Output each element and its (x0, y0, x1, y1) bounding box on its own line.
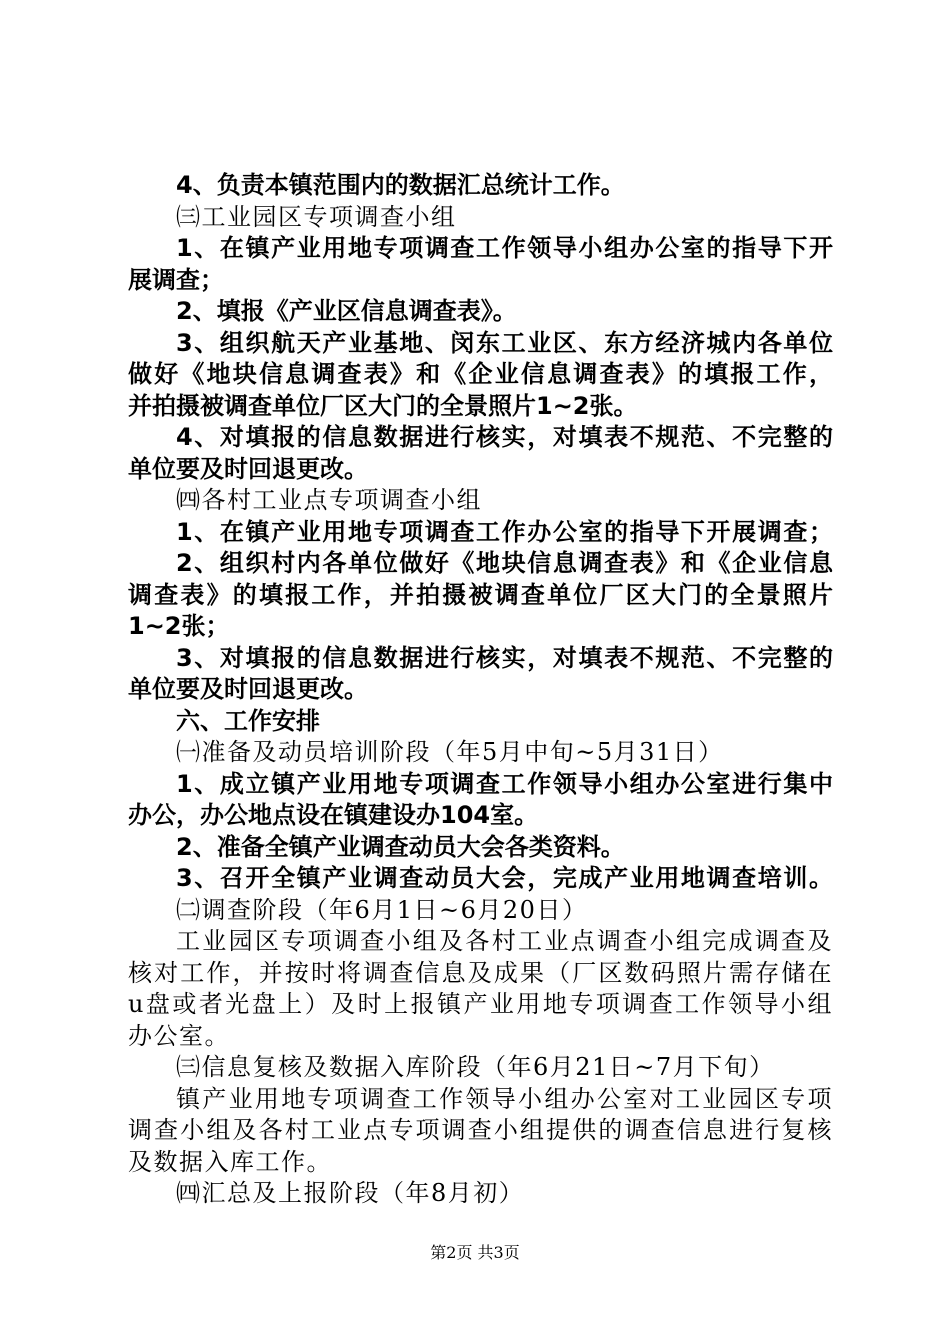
text-line: 1、在镇产业用地专项调查工作领导小组办公室的指导下开 (176, 234, 833, 262)
text-line: 2、组织村内各单位做好《地块信息调查表》和《企业信息 (176, 549, 833, 577)
section-heading: ㈣汇总及上报阶段（年8月初） (176, 1179, 525, 1207)
text-line: u盘或者光盘上）及时上报镇产业用地专项调查工作领导小组 (128, 990, 833, 1018)
text-line: 1、在镇产业用地专项调查工作办公室的指导下开展调查； (176, 517, 833, 546)
text-line: 及数据入库工作。 (128, 1147, 332, 1176)
text-line: 展调查； (128, 265, 224, 294)
text-line: 4、负责本镇范围内的数据汇总统计工作。 (176, 171, 625, 199)
text-line: 镇产业用地专项调查工作领导小组办公室对工业园区专项 (176, 1084, 833, 1113)
text-line: 2、填报《产业区信息调查表》。 (176, 297, 517, 325)
text-line: 核对工作，并按时将调查信息及成果（厂区数码照片需存储在 (128, 958, 833, 987)
text-line: 单位要及时回退更改。 (128, 675, 368, 703)
chapter-heading: 六、工作安排 (176, 706, 320, 735)
text-line: 3、召开全镇产业调查动员大会，完成产业用地调查培训。 (176, 864, 833, 892)
section-heading: ㈠准备及动员培训阶段（年5月中旬~5月31日） (176, 738, 724, 766)
text-line: 做好《地块信息调查表》和《企业信息调查表》的填报工作， (128, 360, 833, 388)
text-line: 4、对填报的信息数据进行核实，对填表不规范、不完整的 (176, 423, 833, 451)
text-line: 1、成立镇产业用地专项调查工作领导小组办公室进行集中 (176, 769, 833, 798)
section-heading: ㈢信息复核及数据入库阶段（年6月21日~7月下旬） (176, 1053, 775, 1081)
text-line: 并拍摄被调查单位厂区大门的全景照片1~2张。 (128, 391, 638, 420)
text-line: 3、对填报的信息数据进行核实，对填表不规范、不完整的 (176, 643, 833, 672)
text-line: 工业园区专项调查小组及各村工业点调查小组完成调查及 (176, 927, 833, 955)
text-line: 2、准备全镇产业调查动员大会各类资料。 (176, 832, 625, 861)
text-line: 调查表》的填报工作，并拍摄被调查单位厂区大门的全景照片 (128, 580, 833, 609)
section-heading: ㈢工业园区专项调查小组 (176, 202, 457, 231)
text-line: 调查小组及各村工业点专项调查小组提供的调查信息进行复核 (128, 1116, 833, 1144)
text-line: 单位要及时回退更改。 (128, 454, 368, 483)
text-line: 办公，办公地点设在镇建设办104室。 (128, 801, 539, 829)
section-heading: ㈣各村工业点专项调查小组 (176, 486, 482, 514)
page-number-footer: 第2页 共3页 (430, 1243, 520, 1262)
text-line: 3、组织航天产业基地、闵东工业区、东方经济城内各单位 (176, 328, 833, 357)
text-line: 1~2张； (128, 612, 230, 640)
document-body (128, 170, 833, 1210)
text-line: 办公室。 (128, 1021, 230, 1050)
section-heading: ㈡调查阶段（年6月1日~6月20日） (176, 895, 588, 924)
